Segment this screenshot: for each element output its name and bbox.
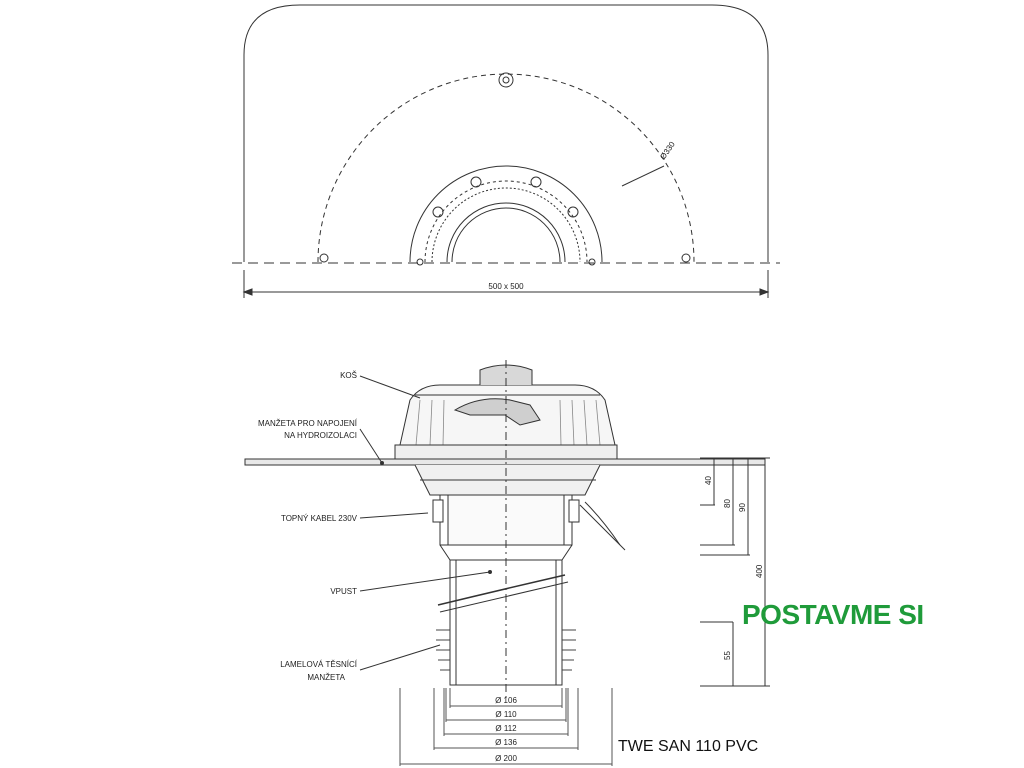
dim-40: 40 [704,476,713,485]
callout-lamelova-line1: LAMELOVÁ TĚSNÍCÍ [280,660,357,669]
diameter-200: Ø 200 [495,754,517,763]
callout-topny-kabel: TOPNÝ KABEL 230V [280,514,357,523]
callout-lamelova-line2: MANŽETA [307,673,345,682]
dim-55: 55 [723,651,732,660]
callout-manzeta-line1: MANŽETA PRO NAPOJENÍ [258,419,357,428]
diameter-106: Ø 106 [495,696,517,705]
diameter-136: Ø 136 [495,738,517,747]
plan-view [232,5,780,298]
product-title: TWE SAN 110 PVC [618,738,759,755]
dim-80: 80 [723,499,732,508]
dim-90: 90 [738,503,747,512]
plan-diameter-label: Ø330 [658,139,677,162]
diameter-112: Ø 112 [495,724,517,733]
plan-overall-dimension: 500 x 500 [488,282,524,291]
dim-400: 400 [755,564,764,578]
diameter-110: Ø 110 [495,710,517,719]
callout-vpust: VPUST [330,587,357,596]
callout-kos: KOŠ [340,371,357,380]
callout-manzeta-line2: NA HYDROIZOLACI [284,431,357,440]
brand-logo: POSTAVME SI [742,599,924,630]
